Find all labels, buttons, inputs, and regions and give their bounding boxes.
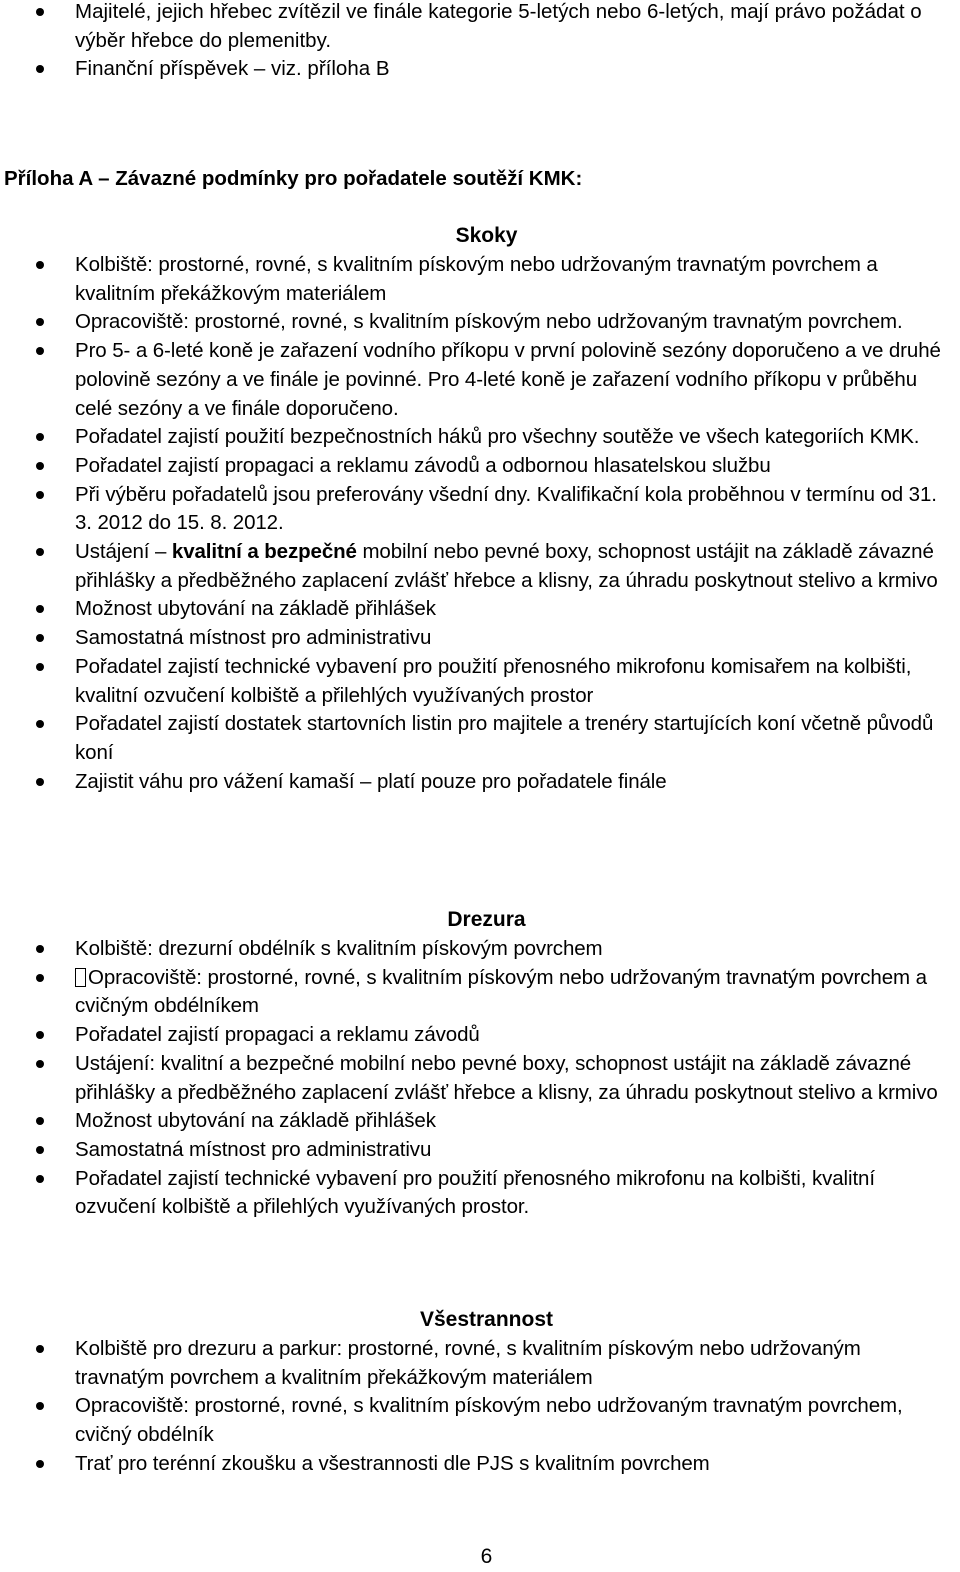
list-item-text: Finanční příspěvek – viz. příloha B [75,57,390,81]
list-item [0,55,960,84]
list-item-text: Pro 5- a 6-leté koně je zařazení vodního příkopu v první polovině sezóny doporučeno a ve druhé polovině sezóny a ve finále je povinné. Pro 4-leté koně je zařazení vodního příkopu v průběhu celé sezóny a ve finále doporučeno. [75,339,941,420]
list-item [0,1136,960,1165]
list-item-text: Opracoviště: prostorné, rovné, s kvalitním pískovým nebo udržovaným travnatým povrchem. [75,310,903,334]
list-item [0,423,960,452]
list-item [0,251,960,308]
list-item [0,935,960,964]
stabling-suffix: mobilní nebo pevné boxy, schopnost ustájit na základě závazné přihlášky a předběžného zaplacení zvlášť hřebce a klisny, za úhradu poskytnout stelivo a krmivo [75,540,938,592]
list-item-text: Majitelé, jejich hřebec zvítězil ve finále kategorie 5-letých nebo 6-letých, mají právo požádat o výběr hřebce do plemenitby. [75,0,922,52]
list-item [0,1450,960,1479]
list-item [0,1050,960,1107]
vsestrannost-list [0,1335,960,1479]
skoky-list-block [0,251,960,796]
list-item [0,1107,960,1136]
list-item-text: Opracoviště: prostorné, rovné, s kvalitním pískovým nebo udržovaným travnatým povrchem, cvičný obdélník [75,1394,903,1447]
list-item [0,308,960,337]
list-item-text: Ustájení: kvalitní a bezpečné mobilní nebo pevné boxy, schopnost ustájit na základě závazné přihlášky a předběžného zaplacení zvlášť hřebce a klisny, za úhradu poskytnout stelivo a krmivo [75,1051,938,1104]
stabling-prefix: Ustájení – [75,540,172,564]
list-item [0,710,960,767]
list-item [0,964,960,1021]
list-item-text: Trať pro terénní zkoušku a všestrannosti dle PJS s kvalitním povrchem [75,1451,710,1475]
section-title-skoky: Skoky [455,224,518,247]
list-item-text: Pořadatel zajistí propagaci a reklamu závodů a odbornou hlasatelskou službu [75,453,771,477]
list-item [0,0,960,55]
list-item-text: Kolbiště: prostorné, rovné, s kvalitním pískovým nebo udržovaným travnatým povrchem a kvalitním překážkovým materiálem [75,253,878,305]
list-item [0,624,960,653]
list-item [0,1392,960,1449]
list-item-text: Možnost ubytování na základě přihlášek [75,597,436,621]
vsestrannost-list-block [0,1335,960,1479]
list-item-text: Pořadatel zajistí technické vybavení pro použití přenosného mikrofonu komisařem na kolbišti, kvalitní ozvučení kolbiště a přilehlých využívaných prostor [75,654,912,707]
annex-title: Příloha A – Závazné podmínky pro pořadatele soutěží KMK: [4,167,583,190]
list-item [0,337,960,423]
list-item [0,768,960,797]
list-item [0,452,960,481]
intro-list [0,0,960,84]
stabling-emphasis: kvalitní a bezpečné [171,540,357,564]
list-item-text: Samostatná místnost pro administrativu [75,626,432,650]
page-number: 6 [480,1545,493,1568]
skoky-list [0,251,960,796]
list-item-text: Pořadatel zajistí technické vybavení pro použití přenosného mikrofonu na kolbišti, kvalitní ozvučení kolbiště a přilehlých využívaných prostor. [75,1166,875,1219]
missing-glyph-icon [75,968,86,987]
list-item-stabling [0,538,960,595]
list-item [0,1021,960,1050]
list-item-text: Při výběru pořadatelů jsou preferovány všední dny. Kvalifikační kola proběhnou v termínu od 31. 3. 2012 do 15. 8. 2012. [75,482,937,535]
list-item [0,653,960,710]
list-item-text: Kolbiště pro drezuru a parkur: prostorné, rovné, s kvalitním pískovým nebo udržovaným travnatým povrchem a kvalitním překážkovým materiálem [75,1337,861,1389]
intro-list-block [0,0,960,84]
list-item-text: Možnost ubytování na základě přihlášek [75,1109,436,1133]
list-item-text: Kolbiště: drezurní obdélník s kvalitním pískovým povrchem [75,937,603,960]
list-item-text: Samostatná místnost pro administrativu [75,1137,432,1161]
list-item-text: Zajistit váhu pro vážení kamaší – platí pouze pro pořadatele finále [75,769,667,793]
section-title-drezura: Drezura [447,908,526,931]
list-item-text: Pořadatel zajistí dostatek startovních listin pro majitele a trenéry startujících koní včetně původů koní [75,712,934,764]
drezura-list [0,935,960,1222]
drezura-list-block [0,935,960,1222]
list-item [0,1335,960,1392]
list-item-text: Pořadatel zajistí použití bezpečnostních háků pro všechny soutěže ve všech kategoriích KMK. [75,425,920,449]
list-item [0,481,960,538]
list-item [0,1165,960,1222]
section-title-vsestrannost: Všestrannost [419,1308,554,1331]
list-item [0,595,960,624]
list-item-text: Opracoviště: prostorné, rovné, s kvalitním pískovým nebo udržovaným travnatým povrchem a cvičným obdélníkem [75,965,927,1018]
list-item-text: Pořadatel zajistí propagaci a reklamu závodů [75,1023,480,1047]
